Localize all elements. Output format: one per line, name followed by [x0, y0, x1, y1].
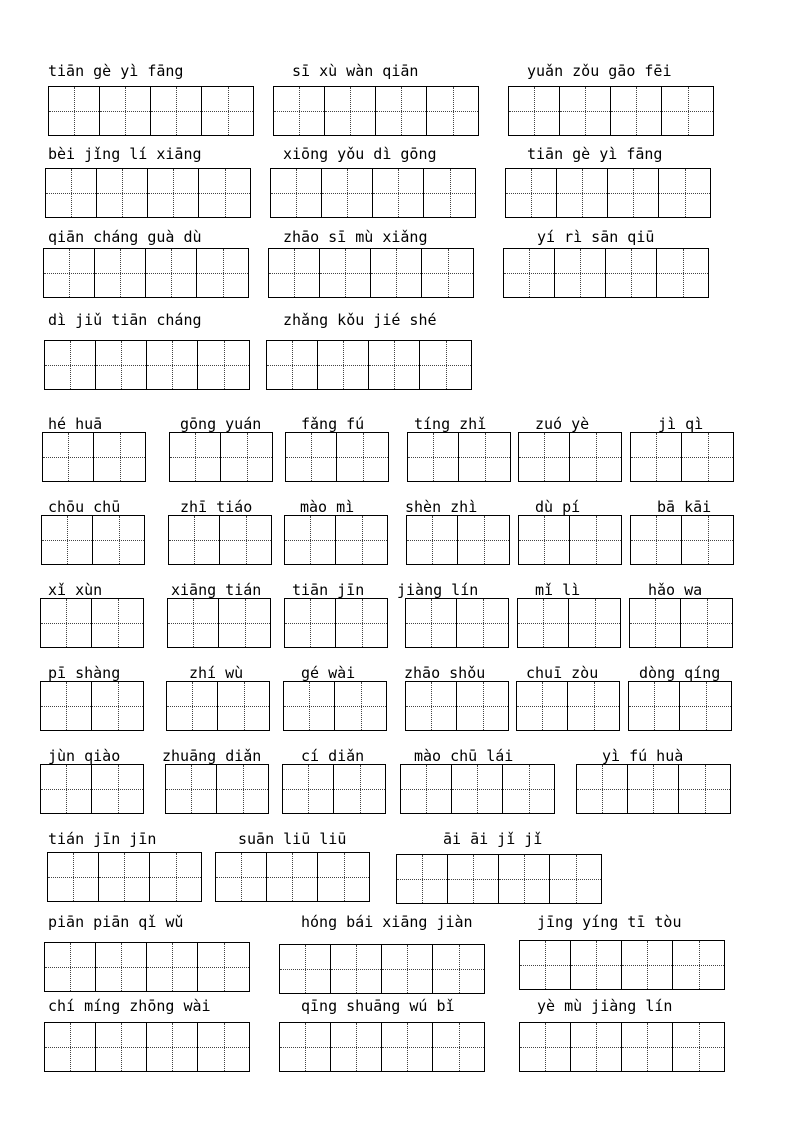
pinyin-label: yè mù jiàng lín	[537, 997, 673, 1015]
tianzige-cell[interactable]	[168, 599, 219, 647]
tianzige-cell[interactable]	[560, 87, 611, 135]
pinyin-label: yuǎn zǒu gāo fēi	[527, 62, 672, 80]
tianzige-cell[interactable]	[218, 682, 269, 730]
tianzige-cell[interactable]	[331, 945, 382, 993]
pinyin-label: fǎng fú	[301, 415, 365, 433]
tianzige-cell[interactable]	[44, 249, 95, 297]
tianzige-cell[interactable]	[568, 682, 619, 730]
tianzige-cell[interactable]	[570, 433, 621, 481]
writing-grid	[407, 432, 511, 482]
writing-grid	[518, 432, 622, 482]
pinyin-label: zhuāng diǎn	[162, 747, 262, 765]
tianzige-cell[interactable]	[286, 433, 337, 481]
tianzige-cell[interactable]	[506, 169, 557, 217]
pinyin-label: dì jiǔ tiān cháng	[48, 311, 202, 329]
tianzige-cell[interactable]	[45, 1023, 96, 1071]
tianzige-cell[interactable]	[146, 249, 197, 297]
writing-grid	[44, 942, 250, 992]
writing-grid	[48, 86, 254, 136]
writing-grid	[45, 168, 251, 218]
writing-grid	[284, 598, 388, 648]
tianzige-cell[interactable]	[48, 853, 99, 901]
tianzige-cell[interactable]	[452, 765, 503, 813]
pinyin-label: shèn zhì	[405, 498, 478, 516]
tianzige-cell[interactable]	[280, 945, 331, 993]
pinyin-label: gōng yuán	[180, 415, 262, 433]
tianzige-cell[interactable]	[199, 169, 250, 217]
tianzige-cell[interactable]	[283, 765, 334, 813]
tianzige-cell[interactable]	[198, 1023, 249, 1071]
pinyin-label: suān liū liū	[238, 830, 347, 848]
tianzige-cell[interactable]	[322, 169, 373, 217]
tianzige-cell[interactable]	[520, 941, 571, 989]
tianzige-cell[interactable]	[433, 1023, 484, 1071]
pinyin-label: hǎo wa	[648, 581, 703, 599]
tianzige-cell[interactable]	[422, 249, 473, 297]
tianzige-cell[interactable]	[459, 433, 510, 481]
pinyin-label: āi āi jǐ jǐ	[443, 830, 543, 848]
tianzige-cell[interactable]	[197, 249, 248, 297]
tianzige-cell[interactable]	[170, 433, 221, 481]
tianzige-cell[interactable]	[518, 599, 569, 647]
tianzige-cell[interactable]	[622, 941, 673, 989]
tianzige-cell[interactable]	[682, 516, 733, 564]
writing-grid	[576, 764, 731, 814]
writing-grid	[396, 854, 602, 904]
writing-grid	[517, 598, 621, 648]
writing-grid	[630, 432, 734, 482]
tianzige-cell[interactable]	[46, 169, 97, 217]
tianzige-cell[interactable]	[401, 765, 452, 813]
writing-grid	[169, 432, 273, 482]
tianzige-cell[interactable]	[271, 169, 322, 217]
tianzige-cell[interactable]	[520, 1023, 571, 1071]
writing-grid	[630, 515, 734, 565]
pinyin-label: mǐ lì	[535, 581, 581, 599]
tianzige-cell[interactable]	[679, 765, 730, 813]
tianzige-cell[interactable]	[267, 853, 318, 901]
tianzige-cell[interactable]	[92, 599, 143, 647]
writing-grid	[629, 598, 733, 648]
pinyin-label: hóng bái xiāng jiàn	[301, 913, 473, 931]
tianzige-cell[interactable]	[49, 87, 100, 135]
pinyin-label: gé wài	[301, 664, 356, 682]
tianzige-cell[interactable]	[427, 87, 478, 135]
pinyin-label: tiān gè yì fāng	[527, 145, 663, 163]
tianzige-cell[interactable]	[673, 941, 724, 989]
tianzige-cell[interactable]	[45, 341, 96, 389]
tianzige-cell[interactable]	[334, 765, 385, 813]
tianzige-cell[interactable]	[382, 1023, 433, 1071]
tianzige-cell[interactable]	[569, 599, 620, 647]
tianzige-cell[interactable]	[433, 945, 484, 993]
pinyin-label: qiān cháng guà dù	[48, 228, 202, 246]
writing-grid	[405, 681, 509, 731]
tianzige-cell[interactable]	[606, 249, 657, 297]
writing-grid	[40, 681, 144, 731]
writing-grid	[279, 1022, 485, 1072]
pinyin-label: zhí wù	[189, 664, 244, 682]
writing-grid	[282, 764, 386, 814]
writing-grid	[503, 248, 709, 298]
tianzige-cell[interactable]	[96, 341, 147, 389]
tianzige-cell[interactable]	[217, 765, 268, 813]
writing-grid	[44, 340, 250, 390]
pinyin-label: xiāng tián	[171, 581, 262, 599]
writing-grid	[165, 764, 269, 814]
tianzige-cell[interactable]	[376, 87, 427, 135]
writing-grid	[628, 681, 732, 731]
tianzige-cell[interactable]	[504, 249, 555, 297]
tianzige-cell[interactable]	[45, 943, 96, 991]
tianzige-cell[interactable]	[318, 341, 369, 389]
tianzige-cell[interactable]	[406, 682, 457, 730]
writing-grid	[508, 86, 714, 136]
tianzige-cell[interactable]	[457, 682, 508, 730]
writing-grid	[279, 944, 485, 994]
tianzige-cell[interactable]	[335, 682, 386, 730]
tianzige-cell[interactable]	[509, 87, 560, 135]
writing-grid	[505, 168, 711, 218]
tianzige-cell[interactable]	[99, 853, 150, 901]
tianzige-cell[interactable]	[216, 853, 267, 901]
tianzige-cell[interactable]	[96, 1023, 147, 1071]
tianzige-cell[interactable]	[274, 87, 325, 135]
tianzige-cell[interactable]	[150, 853, 201, 901]
tianzige-cell[interactable]	[269, 249, 320, 297]
writing-grid	[283, 681, 387, 731]
tianzige-cell[interactable]	[148, 169, 199, 217]
tianzige-cell[interactable]	[92, 682, 143, 730]
writing-grid	[40, 764, 144, 814]
tianzige-cell[interactable]	[629, 682, 680, 730]
tianzige-cell[interactable]	[499, 855, 550, 903]
tianzige-cell[interactable]	[407, 516, 458, 564]
tianzige-cell[interactable]	[448, 855, 499, 903]
tianzige-cell[interactable]	[408, 433, 459, 481]
tianzige-cell[interactable]	[662, 87, 713, 135]
writing-grid	[166, 681, 270, 731]
tianzige-cell[interactable]	[622, 1023, 673, 1071]
tianzige-cell[interactable]	[284, 682, 335, 730]
tianzige-cell[interactable]	[673, 1023, 724, 1071]
tianzige-cell[interactable]	[169, 516, 220, 564]
writing-grid	[406, 515, 510, 565]
tianzige-cell[interactable]	[577, 765, 628, 813]
pinyin-label: dù pí	[535, 498, 581, 516]
tianzige-cell[interactable]	[420, 341, 471, 389]
tianzige-cell[interactable]	[659, 169, 710, 217]
writing-grid	[285, 432, 389, 482]
pinyin-label: chí míng zhōng wài	[48, 997, 211, 1015]
pinyin-label: zhāo shǒu	[404, 664, 486, 682]
tianzige-cell[interactable]	[221, 433, 272, 481]
tianzige-cell[interactable]	[285, 516, 336, 564]
tianzige-cell[interactable]	[285, 599, 336, 647]
tianzige-cell[interactable]	[100, 87, 151, 135]
pinyin-label: dòng qíng	[639, 664, 721, 682]
tianzige-cell[interactable]	[369, 341, 420, 389]
tianzige-cell[interactable]	[43, 433, 94, 481]
pinyin-label: yí rì sān qiū	[537, 228, 655, 246]
tianzige-cell[interactable]	[96, 943, 147, 991]
tianzige-cell[interactable]	[94, 433, 145, 481]
tianzige-cell[interactable]	[337, 433, 388, 481]
pinyin-label: bèi jǐng lí xiāng	[48, 145, 202, 163]
writing-grid	[400, 764, 555, 814]
pinyin-label: zhāo sī mù xiǎng	[283, 228, 428, 246]
pinyin-label: tiān jīn	[292, 581, 365, 599]
writing-grid	[44, 1022, 250, 1072]
tianzige-cell[interactable]	[373, 169, 424, 217]
tianzige-cell[interactable]	[555, 249, 606, 297]
tianzige-cell[interactable]	[371, 249, 422, 297]
tianzige-cell[interactable]	[95, 249, 146, 297]
writing-grid	[284, 515, 388, 565]
tianzige-cell[interactable]	[41, 765, 92, 813]
writing-grid	[40, 598, 144, 648]
pinyin-label: hé huā	[48, 415, 103, 433]
pinyin-label: pī shàng	[48, 664, 121, 682]
tianzige-cell[interactable]	[503, 765, 554, 813]
tianzige-cell[interactable]	[147, 1023, 198, 1071]
tianzige-cell[interactable]	[219, 599, 270, 647]
writing-grid	[273, 86, 479, 136]
writing-grid	[168, 515, 272, 565]
pinyin-label: jì qì	[658, 415, 704, 433]
tianzige-cell[interactable]	[680, 682, 731, 730]
pinyin-label: zuó yè	[535, 415, 590, 433]
pinyin-label: tián jīn jīn	[48, 830, 157, 848]
tianzige-cell[interactable]	[93, 516, 144, 564]
tianzige-cell[interactable]	[519, 433, 570, 481]
tianzige-cell[interactable]	[457, 599, 508, 647]
pinyin-label: chōu chū	[48, 498, 121, 516]
tianzige-cell[interactable]	[41, 682, 92, 730]
pinyin-label: tiān gè yì fāng	[48, 62, 184, 80]
tianzige-cell[interactable]	[458, 516, 509, 564]
writing-grid	[405, 598, 509, 648]
tianzige-cell[interactable]	[147, 943, 198, 991]
tianzige-cell[interactable]	[519, 516, 570, 564]
writing-grid	[167, 598, 271, 648]
tianzige-cell[interactable]	[397, 855, 448, 903]
tianzige-cell[interactable]	[331, 1023, 382, 1071]
writing-grid	[266, 340, 472, 390]
tianzige-cell[interactable]	[280, 1023, 331, 1071]
pinyin-label: yì fú huà	[602, 747, 684, 765]
tianzige-cell[interactable]	[336, 516, 387, 564]
tianzige-cell[interactable]	[630, 599, 681, 647]
pinyin-label: zhǎng kǒu jié shé	[283, 311, 437, 329]
tianzige-cell[interactable]	[406, 599, 457, 647]
tianzige-cell[interactable]	[608, 169, 659, 217]
tianzige-cell[interactable]	[42, 516, 93, 564]
tianzige-cell[interactable]	[550, 855, 601, 903]
tianzige-cell[interactable]	[517, 682, 568, 730]
pinyin-label: jiàng lín	[397, 581, 479, 599]
writing-grid	[518, 515, 622, 565]
tianzige-cell[interactable]	[92, 765, 143, 813]
writing-grid	[43, 248, 249, 298]
pinyin-label: cí diǎn	[301, 747, 365, 765]
tianzige-cell[interactable]	[166, 765, 217, 813]
tianzige-cell[interactable]	[318, 853, 369, 901]
pinyin-label: jīng yíng tī tòu	[537, 913, 682, 931]
pinyin-label: jùn qiào	[48, 747, 121, 765]
writing-grid	[47, 852, 202, 902]
tianzige-cell[interactable]	[320, 249, 371, 297]
tianzige-cell[interactable]	[167, 682, 218, 730]
tianzige-cell[interactable]	[631, 516, 682, 564]
pinyin-label: zhī tiáo	[180, 498, 253, 516]
pinyin-label: mào mì	[300, 498, 355, 516]
pinyin-label: xiōng yǒu dì gōng	[283, 145, 437, 163]
tianzige-cell[interactable]	[631, 433, 682, 481]
pinyin-label: sī xù wàn qiān	[292, 62, 419, 80]
tianzige-cell[interactable]	[571, 941, 622, 989]
writing-grid	[516, 681, 620, 731]
writing-grid	[42, 432, 146, 482]
tianzige-cell[interactable]	[628, 765, 679, 813]
tianzige-cell[interactable]	[571, 1023, 622, 1071]
tianzige-cell[interactable]	[147, 341, 198, 389]
tianzige-cell[interactable]	[220, 516, 271, 564]
tianzige-cell[interactable]	[41, 599, 92, 647]
tianzige-cell[interactable]	[325, 87, 376, 135]
tianzige-cell[interactable]	[382, 945, 433, 993]
tianzige-cell[interactable]	[198, 943, 249, 991]
writing-grid	[519, 940, 725, 990]
writing-grid	[41, 515, 145, 565]
tianzige-cell[interactable]	[424, 169, 475, 217]
writing-grid	[270, 168, 476, 218]
tianzige-cell[interactable]	[557, 169, 608, 217]
writing-grid	[268, 248, 474, 298]
tianzige-cell[interactable]	[198, 341, 249, 389]
tianzige-cell[interactable]	[657, 249, 708, 297]
tianzige-cell[interactable]	[611, 87, 662, 135]
pinyin-label: chuī zòu	[526, 664, 599, 682]
pinyin-label: mào chū lái	[414, 747, 514, 765]
pinyin-label: bā kāi	[657, 498, 712, 516]
writing-grid	[519, 1022, 725, 1072]
tianzige-cell[interactable]	[681, 599, 732, 647]
tianzige-cell[interactable]	[570, 516, 621, 564]
tianzige-cell[interactable]	[202, 87, 253, 135]
writing-grid	[215, 852, 370, 902]
tianzige-cell[interactable]	[267, 341, 318, 389]
tianzige-cell[interactable]	[97, 169, 148, 217]
tianzige-cell[interactable]	[151, 87, 202, 135]
pinyin-label: piān piān qǐ wǔ	[48, 913, 184, 931]
tianzige-cell[interactable]	[336, 599, 387, 647]
pinyin-label: tíng zhǐ	[414, 415, 487, 433]
pinyin-label: xǐ xùn	[48, 581, 103, 599]
pinyin-label: qīng shuāng wú bǐ	[301, 997, 455, 1015]
tianzige-cell[interactable]	[682, 433, 733, 481]
